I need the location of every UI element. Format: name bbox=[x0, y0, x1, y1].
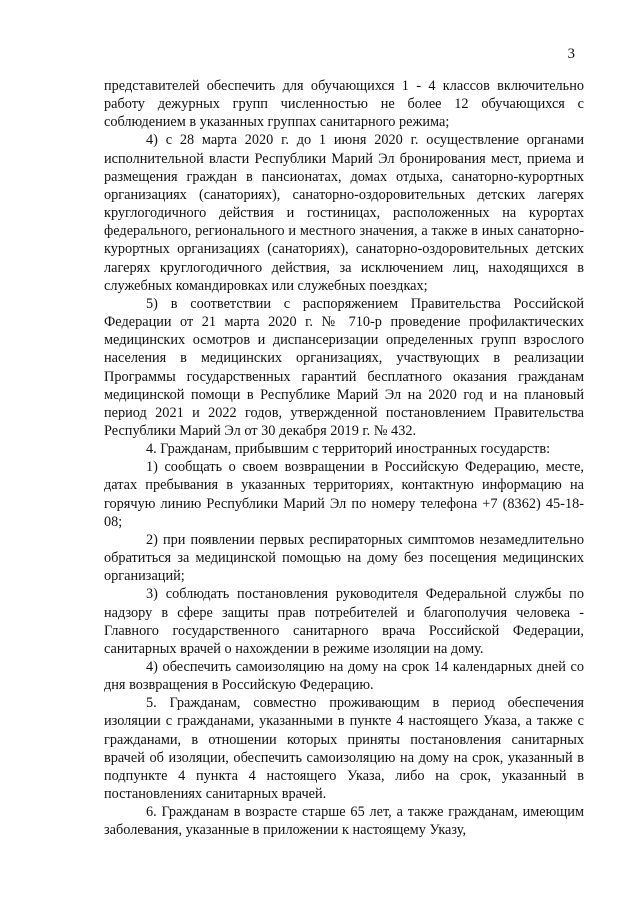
page-number: 3 bbox=[567, 46, 575, 62]
paragraph-item-4-booking-restriction: 4) с 28 марта 2020 г. до 1 июня 2020 г. осуществление органами исполнительной власти Республики Марий Эл бронирования мест, приема и размещения граждан в пансионатах, домах отдыха, санаторно-курортных организациях (санаториях), санаторно-оздоровительных детских лагерях круглогодичного действия и гостиницах, расположенных на курортах федерального, регионального и местного значения, а также в иных санаторно-курортных организациях (санаториях), санаторно-оздоровительных детских лагерях круглогодичного действия, за исключением лиц, находящихся в служебных командировках или служебных поездках; bbox=[104, 132, 584, 294]
paragraph-section-4-item-1: 1) сообщать о своем возвращении в Российскую Федерацию, месте, датах пребывания в указанных территориях, контактную информацию на горячую линию Республики Марий Эл по номеру телефона +7 (8362) 45-18-08; bbox=[104, 459, 584, 530]
document-body bbox=[104, 77, 584, 840]
paragraph-section-4-item-4: 4) обеспечить самоизоляцию на дому на срок 14 календарных дней со дня возвращения в Российскую Федерацию. bbox=[104, 659, 584, 694]
paragraph-section-6: 6. Гражданам в возрасте старше 65 лет, а также гражданам, имеющим заболевания, указанные в приложении к настоящему Указу, bbox=[104, 804, 584, 839]
paragraph-section-5: 5. Гражданам, совместно проживающим в период обеспечения изоляции с гражданами, указанными в пункте 4 настоящего Указа, а также с гражданами, в отношении которых приняты постановления санитарных врачей об изоляции, обеспечить самоизоляцию на дому на срок, указанный в подпункте 4 пункта 4 настоящего Указа, либо на срок, указанный в постановлениях санитарных врачей. bbox=[104, 695, 584, 803]
paragraph-section-4-heading: 4. Гражданам, прибывшим с территорий иностранных государств: bbox=[146, 441, 551, 458]
paragraph-item-5-medical-checkups: 5) в соответствии с распоряжением Правительства Российской Федерации от 21 марта 2020 г. № 710-р проведение профилактических медицинских осмотров и диспансеризации определенных групп взрослого населения в медицинских организациях, участвующих в реализации Программы государственных гарантий бесплатного оказания гражданам медицинской помощи в Республике Марий Эл на 2020 год и на плановый период 2021 и 2022 годов, утвержденной постановлением Правительства Республики Марий Эл от 30 декабря 2019 г. № 432. bbox=[104, 295, 584, 439]
paragraph-section-4-item-2: 2) при появлении первых респираторных симптомов незамедлительно обратиться за медицинской помощью на дому без посещения медицинских организаций; bbox=[104, 531, 584, 585]
paragraph-section-4-item-3: 3) соблюдать постановления руководителя Федеральной службы по надзору в сфере защиты прав потребителей и благополучия человека - Главного государственного санитарного врача Российской Федерации, санитарных врачей о нахождении в режиме изоляции на дому. bbox=[104, 586, 584, 657]
paragraph-continuation: представителей обеспечить для обучающихся 1 - 4 классов включительно работу дежурных групп численностью не более 12 обучающихся с соблюдением в указанных группах санитарного режима; bbox=[104, 78, 584, 131]
